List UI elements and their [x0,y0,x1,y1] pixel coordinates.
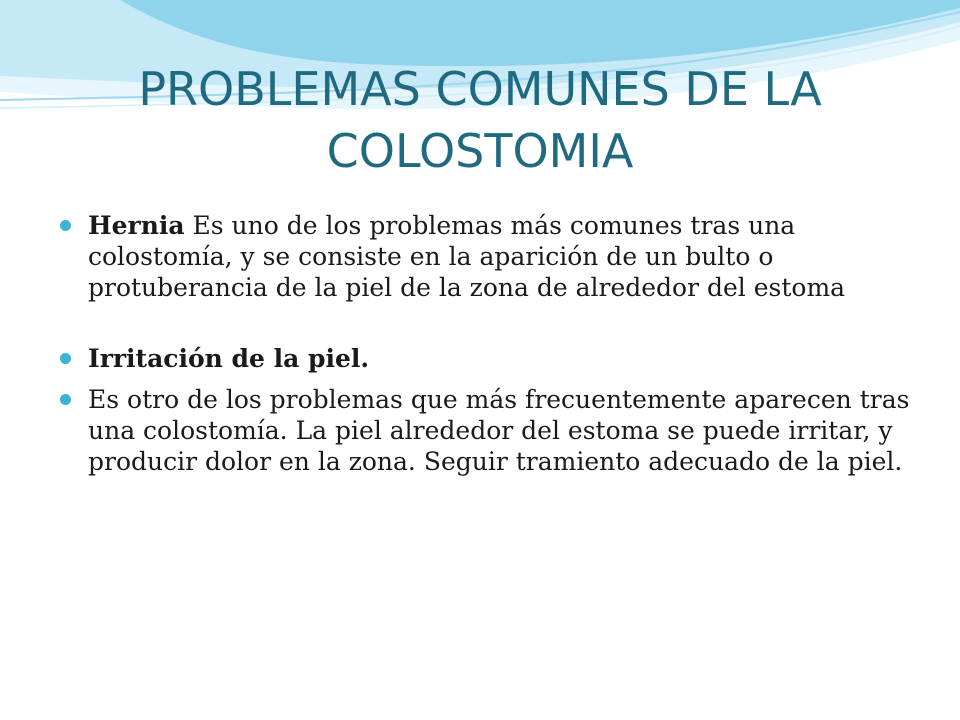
bullet-text-hernia: Es uno de los problemas más comunes tras una colostomía, y se consiste en la aparición de un bulto o protuberancia de la piel de la zona de alrededor del estoma [88,211,846,302]
bullet-text-otro: Es otro de los problemas que más frecuentemente aparecen tras una colostomía. La piel alrededor del estoma se puede irritar, y producir dolor en la zona. Seguir tramiento adecuado de la piel. [88,385,910,476]
bullet-dot-icon [60,394,71,405]
bullet-heading-irritacion: Irritación de la piel. [88,344,370,373]
bullet-item-hernia [60,210,920,303]
bullet-item-otro [60,384,920,477]
bullet-heading-hernia: Hernia [88,211,185,240]
bullet-dot-icon [60,220,71,231]
bullet-list [60,210,920,477]
slide-title: PROBLEMAS COMUNES DE LA COLOSTOMIA [138,62,822,178]
bullet-item-irritacion [60,343,920,374]
bullet-dot-icon [60,353,71,364]
